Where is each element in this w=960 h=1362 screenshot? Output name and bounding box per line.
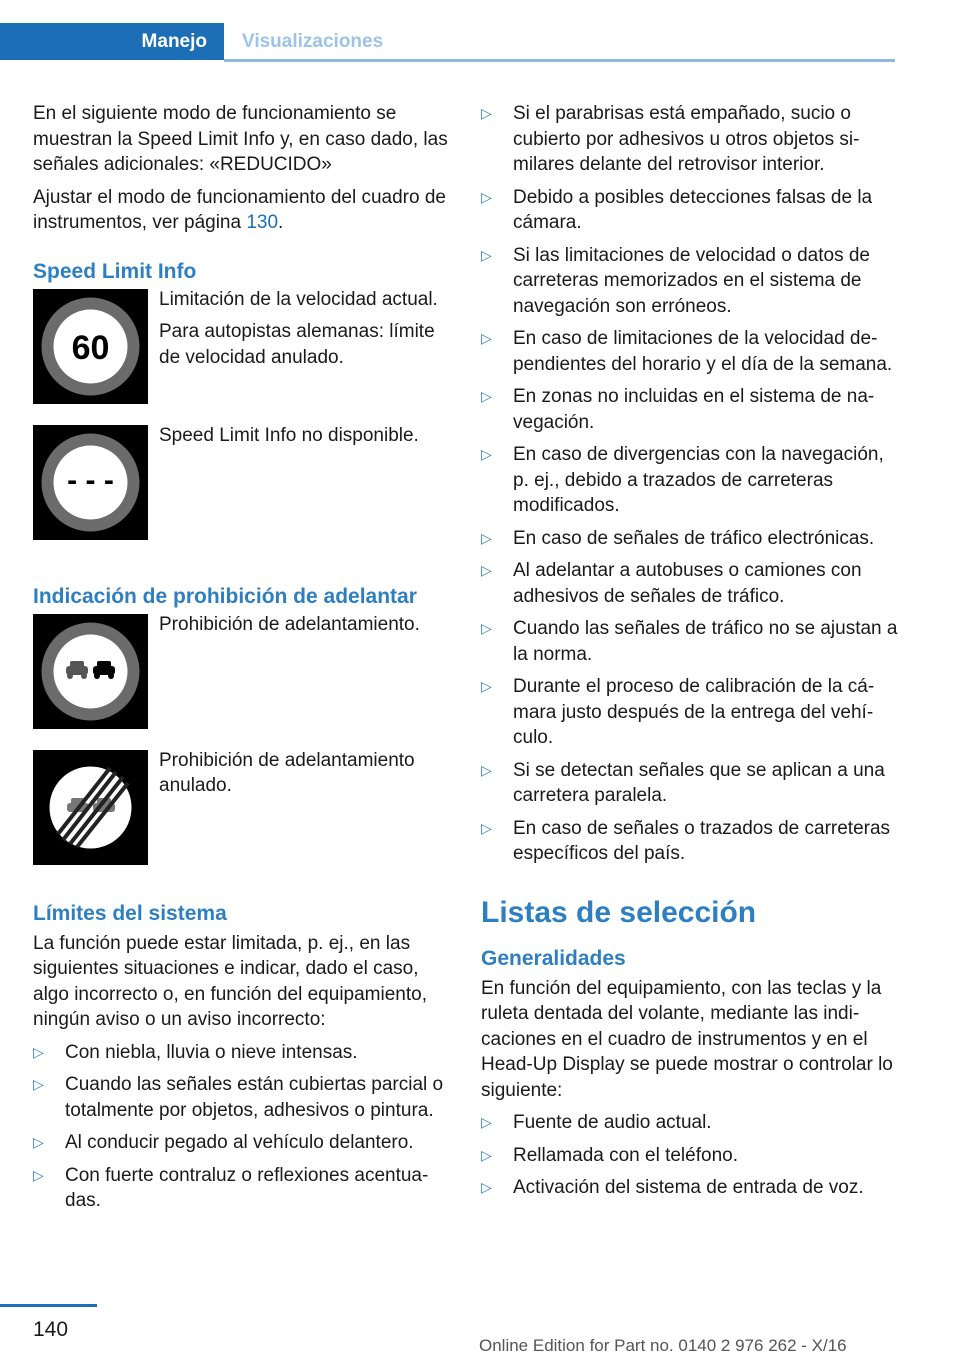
header-tabbar	[0, 23, 895, 63]
bullet-triangle-icon: ▷	[481, 562, 492, 578]
edition-text: Online Edition for Part no. 0140 2 976 262 - X/16	[479, 1336, 847, 1355]
page-number: 140	[33, 1318, 69, 1341]
list-item: ▷ Rellamada con el teléfono.	[481, 1143, 901, 1169]
bullet-triangle-icon: ▷	[481, 678, 492, 694]
speed-limit-heading: Speed Limit Info	[33, 259, 197, 283]
list-item: ▷ Si el parabrisas está empañado, sucio o cubierto por adhesivos u otros objetos similares delante del retrovisor interior.	[481, 103, 860, 175]
speed-limit-sign-icon	[33, 289, 148, 404]
sign-row-speed-limit	[33, 289, 451, 425]
list-item: ▷ Debido a posibles detecciones falsas de la cámara.	[481, 186, 873, 233]
list-item: ▷ Si se detectan señales que se aplican a una carretera paralela.	[481, 759, 885, 806]
bullet-triangle-icon: ▷	[33, 1166, 44, 1183]
left-column	[33, 101, 451, 1221]
no-overtaking-sign-icon	[33, 614, 148, 729]
tab-visualizaciones[interactable]: Visualizaciones	[242, 30, 384, 52]
sign3-description	[159, 612, 451, 645]
sign4-description	[159, 748, 451, 806]
sign3-text: Prohibición de adelantamiento.	[159, 613, 420, 635]
sign-row-no-overtaking	[33, 614, 451, 750]
general-heading: Generalidades	[481, 946, 626, 970]
section-title: Listas de selección	[481, 895, 757, 929]
list-item: ▷ Al adelantar a autobuses o camiones con adhesivos de señales de tráfico.	[481, 560, 862, 607]
sign2-description	[159, 423, 451, 456]
footer-rule	[0, 1304, 97, 1307]
general-intro: En función del equipamiento, con las teclas y la ruleta dentada del volante, mediante las indicaciones en el cuadro de instrumentos y en el Head-Up Display se puede mostrar o controlar lo siguiente:	[481, 977, 893, 1101]
sign-row-overtaking-lifted	[33, 750, 451, 900]
list-item: ▷ Al conducir pegado al vehículo delantero.	[33, 1130, 451, 1156]
list-item: ▷ En zonas no incluidas en el sistema de navegación.	[481, 386, 875, 433]
list-item: ▷ Si las limitaciones de velocidad o datos de carreteras memorizados en el sistema de navegación son erróneos.	[481, 244, 870, 317]
bullet-triangle-icon: ▷	[481, 188, 492, 205]
list-item: ▷ En caso de señales o trazados de carreteras específicos del país.	[481, 817, 891, 864]
mode-text: Ajustar el modo de funcionamiento del cuadro de instrumentos, ver página	[33, 186, 446, 233]
mode-end: .	[278, 212, 284, 233]
sign1-text-a: Limitación de la velocidad actual.	[159, 288, 438, 310]
sign-row-unavailable	[33, 425, 451, 575]
list-item: ▷ Durante el proceso de calibración de la cámara justo después de la entrega del vehículo.	[481, 676, 875, 748]
list-item: ▷ Activación del sistema de entrada de voz.	[481, 1175, 901, 1201]
bullet-triangle-icon: ▷	[481, 330, 492, 346]
sign1-text-b: Para autopistas alemanas: límite de velocidad anulado.	[159, 321, 435, 368]
list-item: ▷ En caso de señales de tráfico electrónicas.	[481, 526, 901, 552]
limits-list	[33, 1040, 451, 1214]
tab-manejo[interactable]: Manejo	[0, 23, 224, 60]
tab-underline	[224, 59, 895, 62]
bullet-triangle-icon: ▷	[33, 1076, 44, 1092]
speed-limit-unavailable-icon	[33, 425, 148, 540]
bullet-triangle-icon: ▷	[481, 388, 492, 404]
bullet-triangle-icon: ▷	[481, 529, 492, 546]
bullet-triangle-icon: ▷	[481, 1146, 492, 1163]
list-item: ▷ Fuente de audio actual.	[481, 1110, 901, 1136]
bullet-triangle-icon: ▷	[481, 761, 492, 778]
bullet-triangle-icon: ▷	[481, 1114, 492, 1130]
list-item: ▷ En caso de divergencias con la navegación, p. ej., debido a trazados de carreteras modificados.	[481, 444, 884, 516]
bullet-triangle-icon: ▷	[481, 819, 492, 836]
sign4-text: Prohibición de adelantamiento anulado.	[159, 749, 415, 796]
bullet-triangle-icon: ▷	[481, 246, 492, 263]
overtake-heading: Indicación de prohibición de adelantar	[33, 584, 417, 608]
limits-intro: La función puede estar limitada, p. ej., en las siguientes situaciones e indicar, dado el caso, algo incorrecto o, en función del equipamiento, ningún aviso o un aviso incorrecto:	[33, 932, 427, 1030]
system-limits-heading: Límites del sistema	[33, 901, 227, 925]
page-link[interactable]: 130	[246, 212, 279, 233]
right-column	[481, 101, 901, 1208]
overtaking-lifted-sign-icon	[33, 750, 148, 865]
bullet-triangle-icon: ▷	[33, 1043, 44, 1060]
sign1-description	[159, 287, 451, 378]
intro-paragraph: En el siguiente modo de funcionamiento se muestran la Speed Limit Info y, en caso dado, las señales adicionales: «REDUCIDO»	[33, 103, 448, 175]
bullet-triangle-icon: ▷	[481, 620, 492, 636]
limits-list-continued	[481, 101, 901, 867]
sign2-text: Speed Limit Info no disponible.	[159, 424, 419, 446]
list-item: ▷ Cuando las señales están cubiertas parcial o totalmente por objetos, adhesivos o pintura.	[33, 1074, 444, 1121]
bullet-triangle-icon: ▷	[481, 105, 492, 121]
list-item: ▷ Cuando las señales de tráfico no se ajustan a la norma.	[481, 618, 898, 665]
list-item: ▷ Con fuerte contraluz o reflexiones acentuadas.	[33, 1164, 429, 1211]
speed-limit-number: 60	[71, 328, 110, 367]
list-item: ▷ En caso de limitaciones de la velocidad dependientes del horario y el día de la semana.	[481, 328, 893, 375]
mode-paragraph	[33, 185, 451, 236]
list-item: ▷ Con niebla, lluvia o nieve intensas.	[33, 1040, 451, 1066]
unavailable-dashes: - - -	[67, 463, 114, 497]
general-list	[481, 1110, 901, 1201]
bullet-triangle-icon: ▷	[481, 1179, 492, 1195]
bullet-triangle-icon: ▷	[33, 1134, 44, 1150]
bullet-triangle-icon: ▷	[481, 446, 492, 462]
